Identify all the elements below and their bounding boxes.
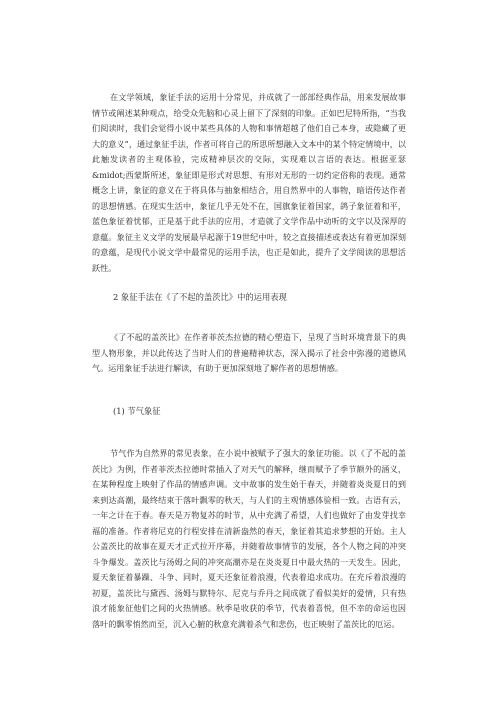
paragraph-season-symbolism: 节气作为自然界的常见表象，在小说中被赋予了强大的象征功能。以《了不起的盖茨比》为例，作者菲茨杰拉德时常插入了对天气的解释，继而赋予了季节额外的涵义，在某种程度上映射了作品的情感声调。文中故事的发生始于春天，并随着炎炎夏日的到来到达高潮，最终结束于落叶飘零的秋天，与人们的主观情感体验相一致。古语有云，一年之计在于春。春天是万物复苏的时节，从中充满了希望，人们也做好了由发芽找幸福的准备。作者将尼克的行程安排在清新盎然的春天，象征着其追求梦想的开始。主人公盖茨比的故事在夏天才正式拉开序幕，并随着故事情节的发展，各个人物之间的冲突斗争爆发。盖茨比与汤姆之间的冲突高潮亦是在炎炎夏日中最火热的一天发生。因此，夏天象征着暴躁、斗争、同时，夏天还象征着浪漫，代表着追求成功。在充斥着浪漫的初夏，盖茨比与黛西、汤姆与默特尔、尼克与乔丹之间成就了看似美好的爱情，只有热浪才能象征他们之间的火热情感。秋季是收获的季节，代表着喜悦，但不幸的命运也因落叶的飘零悄然而至，沉入心腑的秋意充满着杀气和悲伤，也正映射了盖茨比的厄运。 <box>92 448 406 629</box>
paragraph-symbolism-overview: 在文学领域，象征手法的运用十分常见，并成就了一部部经典作品，用来发展故事情节或阐述某种观点，给受众先脑和心灵上留下了深刻的印象。正如巴尼特所指，“当我们阅读时，我们会觉得小说中某些具体的人物和事情超越了他们自己本身，或隐藏了更大的意义”，通过象征手法，作者可将自己的所思所想融入文本中的某个特定情境中，以此触发读者的主观体验，完成精神层次的交际，实现难以言语的表达。根据亚瑟&midot;西蒙斯所述，象征即是形式对思想、有形对无形的一切约定俗称的表现。通常概念上讲，象征的意义在于将具体与抽象相结合，用自然界中的人事物，暗语传达作者的思想情感。在现实生活中，象征几乎无处不在，国旗象征着国家，鸽子象征着和平，蓝色象征着忧郁，正是基于此手法的应用，才造就了文学作品中动听的文字以及深厚的意蕴。象征主义文学的发展最早起源于19世纪中叶，较之直接描述或表达有着更加深刻的意蕴，是现代小说文学中最常见的运用手法，也正是如此，提升了文学阅读的思想活跃性。 <box>92 92 406 273</box>
subsection-heading-block <box>92 404 406 418</box>
paragraph-novel-intro: 《了不起的盖茨比》在作者菲茨杰拉德的精心塑造下，呈现了当时环境背景下的典型人物形象，并以此传达了当时人们的普遍精神状态，深入揭示了社会中弥漫的道德风气。运用象征手法进行解读，有助于更加深刻地了解作者的思想情感。 <box>92 332 406 373</box>
subsection-body <box>92 446 406 632</box>
subsection-heading: (1) 节气象征 <box>113 406 161 416</box>
section-2-heading-block <box>92 290 406 304</box>
intro-section <box>92 90 406 276</box>
section-2-intro <box>92 330 406 377</box>
section-heading: 2 象征手法在《了不起的盖茨比》中的运用表现 <box>113 292 287 302</box>
